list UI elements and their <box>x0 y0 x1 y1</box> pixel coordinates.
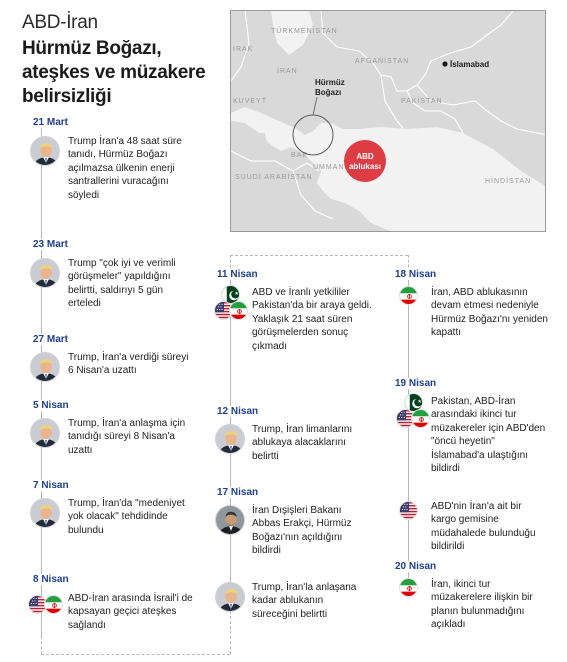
event-date: 5 Nisan <box>33 400 69 411</box>
event-date: 11 Nisan <box>217 269 258 280</box>
map-label-saudi-arabia: SUUDİ ARABİSTAN <box>235 174 313 181</box>
iran-flag-icon <box>399 286 418 305</box>
event-date: 8 Nisan <box>33 574 69 585</box>
blockade-label-line2: ablukası <box>348 162 382 171</box>
event-date: 27 Mart <box>33 334 69 345</box>
event-text: Trump İran'a 48 saat süre tanıdı, Hürmüz Boğazı açılmazsa ülkenin enerji santrallerini vuracağını söyledi <box>68 136 182 201</box>
kicker-title: ABD-İran <box>22 12 98 33</box>
map-label-iraq: IRAK <box>233 46 254 53</box>
event-date: 18 Nisan <box>395 269 437 280</box>
timeline-link-col1-to-col2 <box>41 636 42 654</box>
event-date: 17 Nisan <box>217 487 259 498</box>
map-label-pakistan: PAKİSTAN <box>401 98 443 105</box>
trump-portrait-icon <box>30 352 60 382</box>
timeline-link-col2-top <box>230 255 408 256</box>
event-text: İran, ikinci tur müzakerelere ilişkin bir planın bulunmadığını açıkladı <box>431 579 533 631</box>
trump-portrait-icon <box>30 136 60 166</box>
event-date: 21 Mart <box>33 117 69 128</box>
trump-portrait-icon <box>30 258 60 288</box>
map-label-iran: İRAN <box>277 68 298 75</box>
trump-portrait-icon <box>215 582 245 612</box>
event-date: 23 Mart <box>33 239 69 250</box>
page-title: Hürmüz Boğazı, ateşkes ve müzakere belirsizliği <box>22 38 206 107</box>
blockade-label-line1: ABD <box>356 152 374 161</box>
islamabad-label: İslamabad <box>450 60 490 69</box>
araghchi-portrait-icon <box>215 505 245 535</box>
event-date: 20 Nisan <box>395 561 437 572</box>
event-text: Trump, İran'la anlaşana kadar ablukanın süreceğini belirtti <box>252 582 357 620</box>
event-text: ABD-İran arasında İsrail'i de kapsayan geçici ateşkes sağlandı <box>68 593 193 631</box>
event-text: Trump "çok iyi ve verimli görüşmeler" yapıldığını belirtti, saldırıyı 5 gün erteledi <box>68 258 176 310</box>
region-map <box>230 10 546 232</box>
iran-flag-icon <box>399 578 418 597</box>
map-label-oman: UMMAN <box>313 164 345 171</box>
event-date: 7 Nisan <box>33 480 69 491</box>
islamabad-marker <box>442 61 447 66</box>
event-text: İran, ABD ablukasının devam etmesi nedeniyle Hürmüz Boğazı'nı yeniden kapattı <box>431 287 548 339</box>
trump-portrait-icon <box>30 498 60 528</box>
event-text: Trump, İran'da "medeniyet yok olacak" tehdidinde bulundu <box>68 498 185 536</box>
event-date: 12 Nisan <box>217 406 259 417</box>
iran-flag-icon <box>411 409 430 428</box>
trump-portrait-icon <box>215 424 245 454</box>
timeline-link-col1-to-col2-h <box>41 654 230 655</box>
us-flag-icon <box>399 501 418 520</box>
timeline-line-col3 <box>408 272 409 588</box>
map-label-afghanistan: AFGANİSTAN <box>355 58 410 65</box>
map-label-india: HİNDİSTAN <box>485 178 532 185</box>
event-text: İran Dışişleri Bakanı Abbas Erakçi, Hürmüz Boğazı'nın açıldığını bildirdi <box>252 505 352 557</box>
event-date: 19 Nisan <box>395 378 437 389</box>
map-label-kuwait: KUVEYT <box>233 98 268 105</box>
map-label-turkmenistan: TÜRKMENİSTAN <box>271 28 338 35</box>
trump-portrait-icon <box>30 418 60 448</box>
event-text: Trump, İran'a verdiği süreyi 6 Nisan'a uzattı <box>68 352 189 377</box>
timeline-line-col1 <box>41 128 42 636</box>
hormuz-label-line1: Hürmüz <box>315 78 345 87</box>
iran-flag-icon <box>44 595 63 614</box>
event-text: Trump, İran limanlarını ablukaya alacaklarını belirtti <box>252 424 353 462</box>
map-label-uae: BAE <box>291 152 309 159</box>
event-text: Trump, İran'a anlaşma için tanıdığı süreyi 8 Nisan'a uzattı <box>68 418 186 456</box>
event-text: ABD'nin İran'a ait bir kargo gemisine müdahalede bulunduğu bildirildi <box>431 501 536 553</box>
iran-flag-icon <box>229 301 248 320</box>
event-text: Pakistan, ABD-İran arasındaki ikinci tur müzakereler için ABD'den "öncü heyetin" İslamabad'a ulaştığını bildirdi <box>431 396 546 475</box>
event-text: ABD ve İranlı yetkililer Pakistan'da bir araya geldi. Yaklaşık 21 saat süren görüşmelerden sonuç çıkmadı <box>252 287 372 352</box>
hormuz-label-line2: Boğazı <box>315 88 342 97</box>
